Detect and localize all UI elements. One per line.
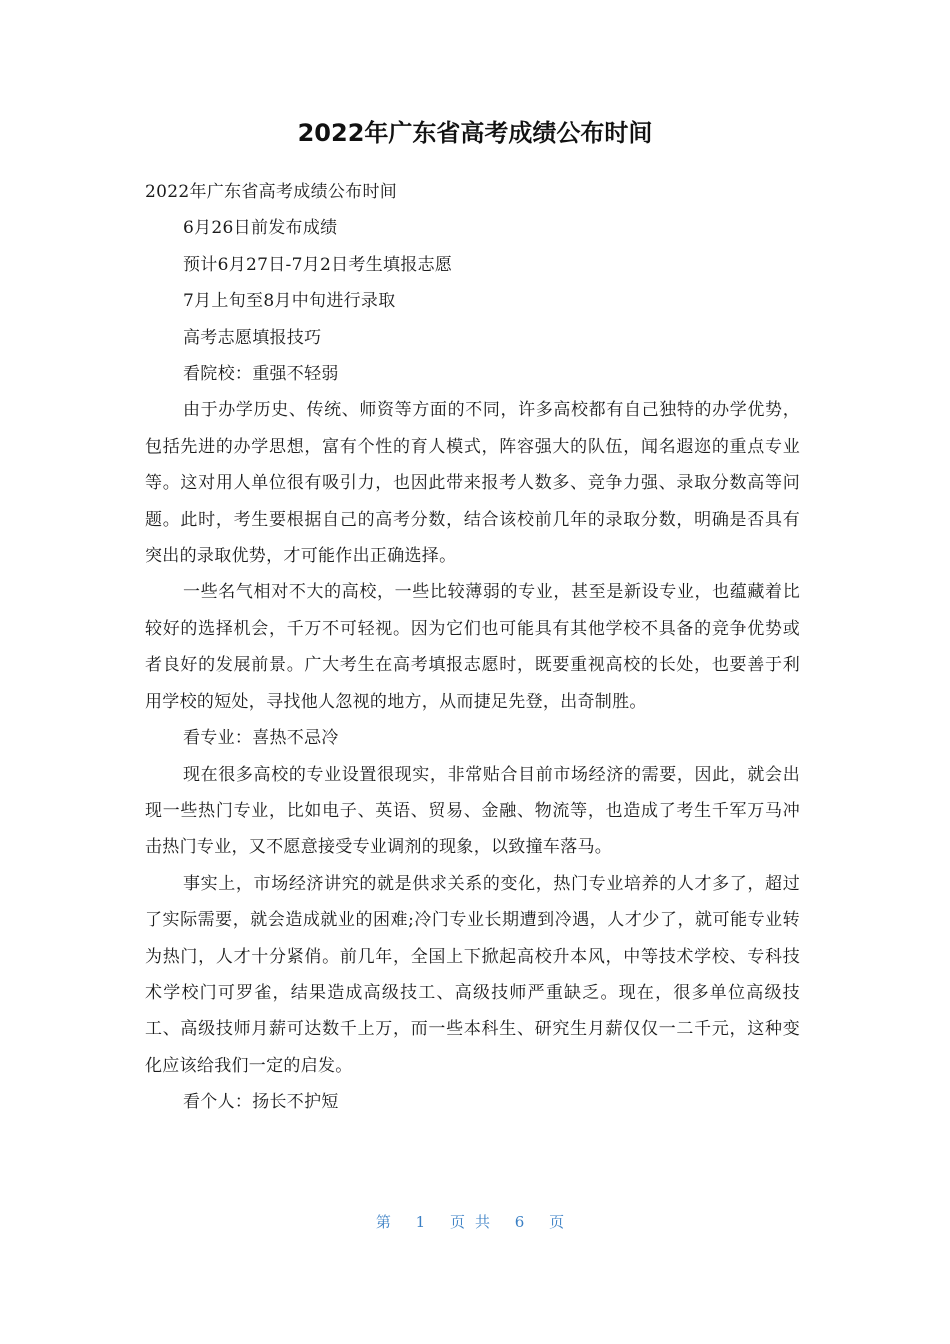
section-heading: 看专业：喜热不忌冷 [183, 728, 339, 749]
paragraph: 现在很多高校的专业设置很现实，非常贴合目前市场经济的需要，因此，就会出现一些热门专业，比如电子、英语、贸易、金融、物流等，也造成了考生千军万马冲击热门专业，又不愿意接受专业调剂的现象，以致撞车落马。 [145, 764, 800, 858]
section-heading: 高考志愿填报技巧 [183, 327, 322, 348]
paragraph: 7月上旬至8月中旬进行录取 [183, 291, 396, 312]
document-title: 2022年广东省高考成绩公布时间 [297, 119, 653, 147]
section-heading: 看个人：扬长不护短 [183, 1092, 339, 1113]
paragraph: 6月26日前发布成绩 [183, 218, 338, 239]
paragraph: 2022年广东省高考成绩公布时间 [145, 182, 398, 202]
paragraph: 由于办学历史、传统、师资等方面的不同，许多高校都有自己独特的办学优势，包括先进的办学思想，富有个性的育人模式，阵容强大的队伍，闻名遐迩的重点专业等。这对用人单位很有吸引力，也因此带来报考人数多、竞争力强、录取分数高等问题。此时，考生要根据自己的高考分数，结合该校前几年的录取分数，明确是否具有突出的录取优势，才可能作出正确选择。 [145, 400, 800, 567]
page-number-label: 第 1 页共 6 页 [375, 1213, 575, 1231]
section-heading: 看院校：重强不轻弱 [183, 364, 339, 385]
document-body [145, 174, 800, 1121]
paragraph: 预计6月27日-7月2日考生填报志愿 [183, 254, 453, 275]
paragraph: 一些名气相对不大的高校，一些比较薄弱的专业，甚至是新设专业，也蕴藏着比较好的选择机会，千万不可轻视。因为它们也可能具有其他学校不具备的竞争优势或者良好的发展前景。广大考生在高考填报志愿时，既要重视高校的长处，也要善于利用学校的短处，寻找他人忽视的地方，从而捷足先登，出奇制胜。 [145, 582, 800, 712]
page-footer [0, 1210, 950, 1234]
paragraph: 事实上，市场经济讲究的就是供求关系的变化，热门专业培养的人才多了，超过了实际需要，就会造成就业的困难;冷门专业长期遭到冷遇，人才少了，就可能专业转为热门，人才十分紧俏。前几年，全国上下掀起高校升本风，中等技术学校、专科技术学校门可罗雀，结果造成高级技工、高级技师严重缺乏。现在，很多单位高级技工、高级技师月薪可达数千上万，而一些本科生、研究生月薪仅仅一二千元，这种变化应该给我们一定的启发。 [145, 873, 800, 1076]
